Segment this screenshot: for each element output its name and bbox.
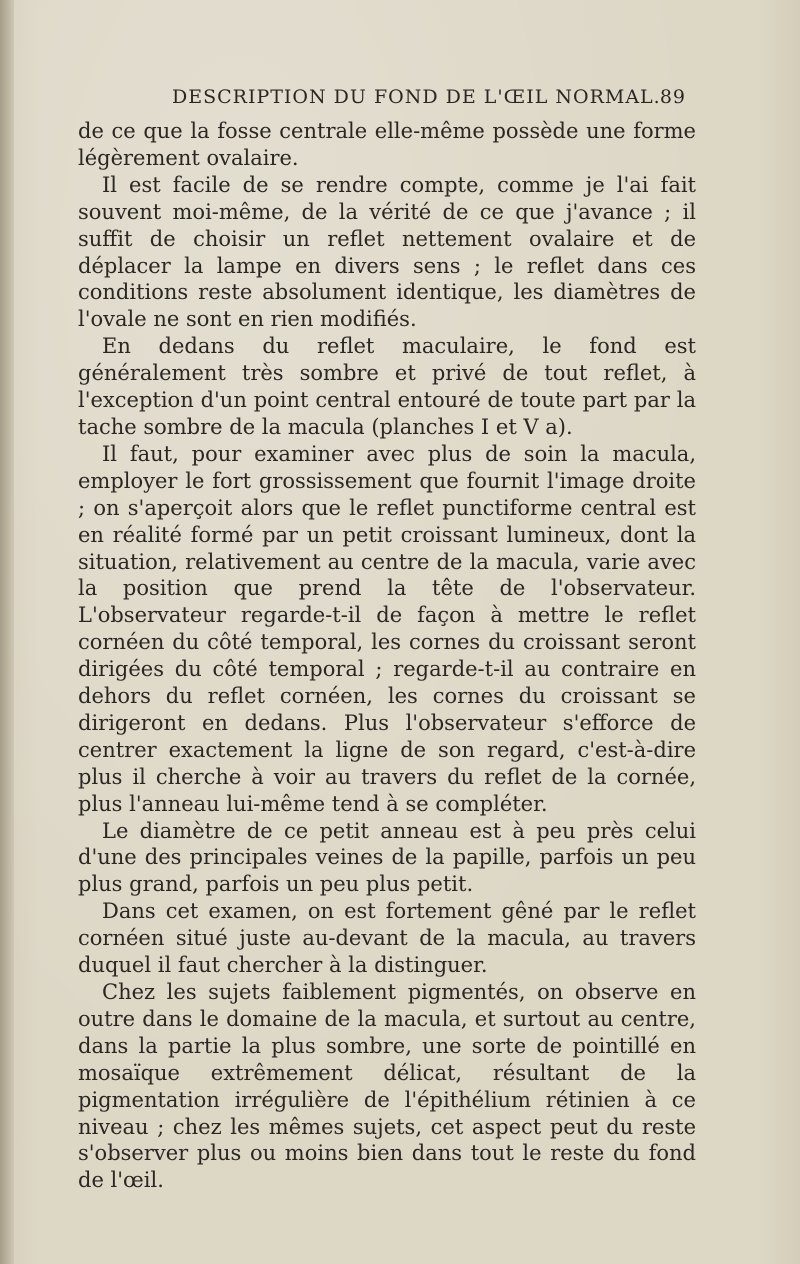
paragraph: Chez les sujets faiblement pigmentés, on observe en outre dans le domaine de la macula, et surtout au centre, dans la partie la plus sombre, une sorte de pointillé en mosaïque extrêmement délicat, résultant de la pigmentation irrégulière de l'épithélium rétinien à ce niveau ; chez les mêmes sujets, cet aspect peut du reste s'observer plus ou moins bien dans tout le reste du fond de l'œil. bbox=[78, 980, 696, 1193]
body-text bbox=[78, 118, 696, 1194]
paragraph: Le diamètre de ce petit anneau est à peu près celui d'une des principales veines de la papille, parfois un peu plus grand, parfois un peu plus petit. bbox=[78, 818, 696, 897]
running-header bbox=[140, 86, 700, 114]
paragraph: de ce que la fosse centrale elle-même possède une forme légèrement ovalaire. bbox=[78, 119, 696, 170]
paragraph: Il faut, pour examiner avec plus de soin la macula, employer le fort grossissement que fournit l'image droite ; on s'aperçoit alors que le reflet punctiforme central est en réalité formé par un petit croissant lumineux, dont la situation, relativement au centre de la macula, varie avec la position que prend la tête de l'observateur. L'observateur regarde-t-il de façon à mettre le reflet cornéen du côté temporal, les cornes du croissant seront dirigées du côté temporal ; regarde-t-il au contraire en dehors du reflet cornéen, les cornes du croissant se dirigeront en dedans. Plus l'observateur s'efforce de centrer exactement la ligne de son regard, c'est-à-dire plus il cherche à voir au travers du reflet de la cornée, plus l'anneau lui-même tend à se compléter. bbox=[78, 441, 696, 816]
running-header-title: DESCRIPTION DU FOND DE L'ŒIL NORMAL. bbox=[172, 86, 661, 108]
paragraph: En dedans du reflet maculaire, le fond est généralement très sombre et privé de tout reflet, à l'exception d'un point central entouré de toute part par la tache sombre de la macula (planches I et V a). bbox=[78, 334, 696, 439]
paragraph: Il est facile de se rendre compte, comme je l'ai fait souvent moi-même, de la vérité de ce que j'avance ; il suffit de choisir un reflet nettement ovalaire et de déplacer la lampe en divers sens ; le reflet dans ces conditions reste absolument identique, les diamètres de l'ovale ne sont en rien modifiés. bbox=[78, 172, 696, 332]
page-number: 89 bbox=[659, 86, 686, 108]
page-spine-shadow bbox=[0, 0, 14, 1264]
paragraph: Dans cet examen, on est fortement gêné par le reflet cornéen situé juste au-devant de la macula, au travers duquel il faut chercher à la distinguer. bbox=[78, 899, 696, 978]
